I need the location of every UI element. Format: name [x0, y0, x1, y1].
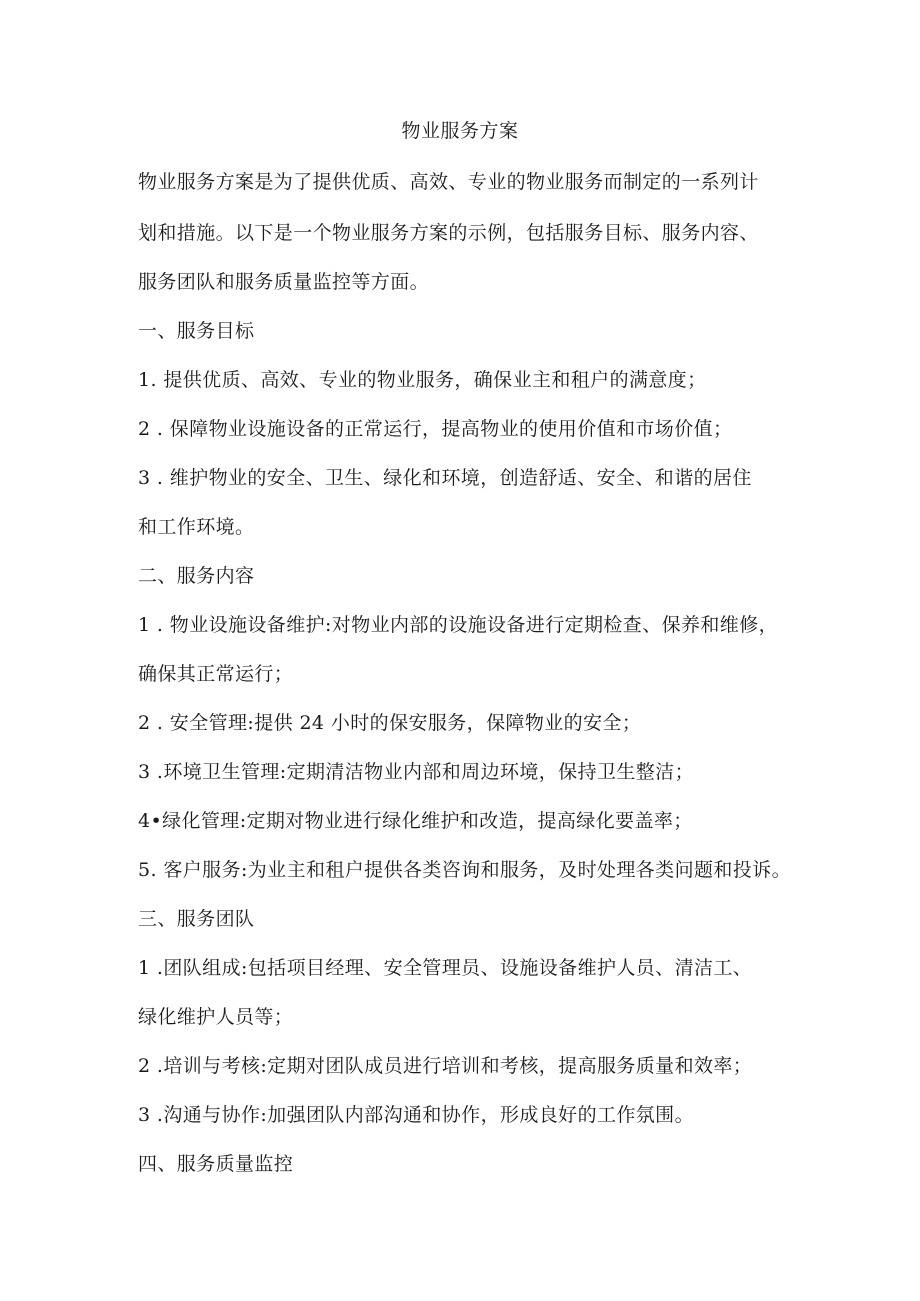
goal-item-1: 1. 提供优质、高效、专业的物业服务，确保业主和租户的满意度； — [138, 369, 707, 391]
content-item-4: 4•绿化管理:定期对物业进行绿化维护和改造，提高绿化要盖率； — [138, 810, 693, 832]
team-item-2: 2 .培训与考核:定期对团队成员进行培训和考核，提高服务质量和效率； — [138, 1055, 753, 1077]
content-item-3: 3 .环境卫生管理:定期清洁物业内部和周边环境，保持卫生整洁； — [138, 761, 694, 783]
section-heading-team: 三、服务团队 — [138, 908, 255, 930]
team-item-3: 3 .沟通与协作:加强团队内部沟通和协作，形成良好的工作氛围。 — [138, 1104, 694, 1126]
section-heading-goals: 一、服务目标 — [138, 320, 255, 342]
intro-line-2: 划和措施。以下是一个物业服务方案的示例，包括服务目标、服务内容、 — [138, 222, 759, 244]
goal-item-2: 2 . 保障物业设施设备的正常运行，提高物业的使用价值和市场价值； — [138, 418, 733, 440]
goal-item-3: 3 . 维护物业的安全、卫生、绿化和环境，创造舒适、安全、和谐的居住 — [138, 467, 752, 489]
content-item-1: 1 . 物业设施设备维护:对物业内部的设施设备进行定期检查、保养和维修， — [138, 614, 779, 636]
section-heading-content: 二、服务内容 — [138, 565, 255, 587]
section-heading-quality: 四、服务质量监控 — [138, 1153, 294, 1175]
content-item-2: 2 . 安全管理:提供 24 小时的保安服务，保障物业的安全； — [138, 712, 642, 734]
intro-line-1: 物业服务方案是为了提供优质、高效、专业的物业服务而制定的一系列计 — [138, 171, 759, 193]
team-item-1-cont: 绿化维护人员等； — [138, 1006, 294, 1028]
document-title: 物业服务方案 — [401, 120, 519, 142]
content-item-5: 5. 客户服务:为业主和租户提供各类咨询和服务，及时处理各类问题和投诉。 — [138, 859, 791, 881]
team-item-1: 1 .团队组成:包括项目经理、安全管理员、设施设备维护人员、清洁工、 — [138, 957, 753, 979]
intro-line-3: 服务团队和服务质量监控等方面。 — [138, 271, 430, 293]
content-item-1-cont: 确保其正常运行； — [138, 663, 294, 685]
goal-item-3-cont: 和工作环境。 — [138, 516, 255, 538]
